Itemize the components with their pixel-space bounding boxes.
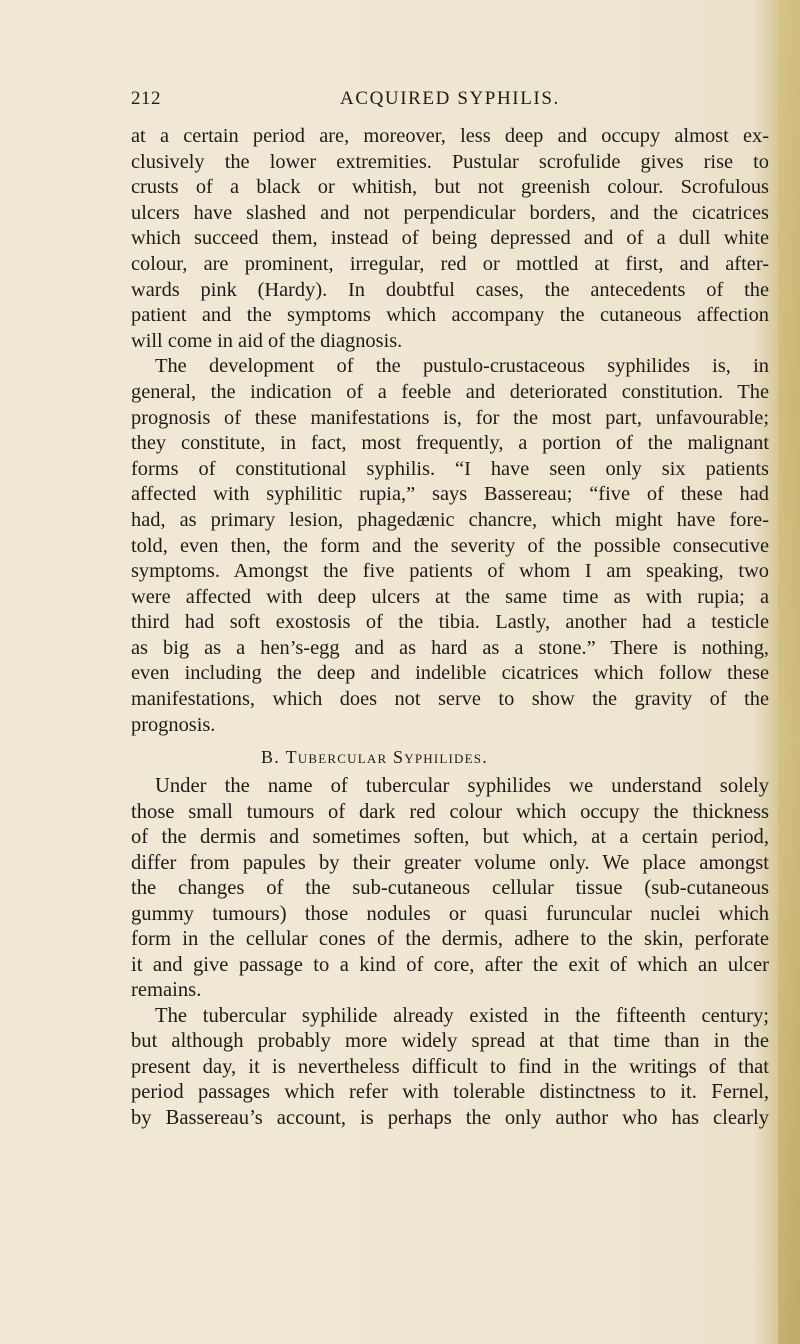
body-text — [131, 124, 769, 1131]
text-line: will come in aid of the diagnosis. — [131, 329, 403, 352]
text-line: affected with syphilitic rupia,” says Bassereau; “five of these had — [131, 483, 769, 506]
section-body — [131, 774, 769, 1131]
text-line: gummy tumours) those nodules or quasi furuncular nuclei which — [131, 902, 769, 925]
text-line: form in the cellular cones of the dermis, adhere to the skin, perforate — [131, 928, 769, 951]
text-line: Under the name of tubercular syphilides we understand solely — [155, 775, 769, 798]
text-line: wards pink (Hardy). In doubtful cases, the antecedents of the — [131, 278, 769, 301]
page-edge-stain — [778, 0, 800, 1344]
text-line: The development of the pustulo-crustaceous syphilides is, in — [155, 355, 769, 378]
text-line: of the dermis and sometimes soften, but which, at a certain period, — [131, 826, 769, 849]
section-prefix: B. — [261, 747, 280, 768]
text-line: were affected with deep ulcers at the same time as with rupia; a — [131, 585, 769, 608]
text-line: but although probably more widely spread at that time than in the — [131, 1030, 769, 1053]
section-title: Tubercular Syphilides. — [285, 747, 488, 768]
text-line: those small tumours of dark red colour which occupy the thickness — [131, 800, 769, 823]
text-line: remains. — [131, 979, 202, 1002]
text-line: by Bassereau’s account, is perhaps the only author who has clearly — [131, 1106, 769, 1129]
text-line: differ from papules by their greater volume only. We place amongst — [131, 851, 769, 874]
text-line: crusts of a black or whitish, but not greenish colour. Scrofulous — [131, 176, 769, 199]
text-line: at a certain period are, moreover, less deep and occupy almost ex- — [131, 125, 769, 147]
section-heading — [131, 742, 769, 772]
text-line: period passages which refer with tolerable distinctness to it. Fernel, — [131, 1081, 769, 1104]
text-line: forms of constitutional syphilis. “I have seen only six patients — [131, 457, 769, 480]
text-line: patient and the symptoms which accompany the cutaneous affection — [131, 304, 769, 327]
text-line: prognosis. — [131, 713, 216, 736]
text-line: manifestations, which does not serve to show the gravity of the — [131, 688, 769, 711]
page-number: 212 — [131, 88, 161, 109]
text-line: even including the deep and indelible cicatrices which follow these — [131, 662, 769, 685]
text-line: as big as a hen’s-egg and as hard as a stone.” There is nothing, — [131, 636, 769, 659]
text-line: colour, are prominent, irregular, red or mottled at first, and after- — [131, 252, 769, 275]
text-line: it and give passage to a kind of core, after the exit of which an ulcer — [131, 953, 769, 976]
text-line: The tubercular syphilide already existed in the fifteenth century; — [155, 1004, 769, 1027]
text-line: third had soft exostosis of the tibia. Lastly, another had a testicle — [131, 611, 769, 634]
text-line: which succeed them, instead of being depressed and of a dull white — [131, 227, 769, 250]
text-line: clusively the lower extremities. Pustular scrofulide gives rise to — [131, 150, 769, 173]
page-header — [0, 88, 800, 118]
text-line: told, even then, the form and the severity of the possible consecutive — [131, 534, 769, 557]
text-line: the changes of the sub-cutaneous cellular tissue (sub-cutaneous — [131, 877, 769, 900]
running-head: ACQUIRED SYPHILIS. — [340, 88, 560, 109]
text-line: general, the indication of a feeble and deteriorated constitution. The — [131, 380, 769, 403]
text-line: present day, it is nevertheless difficult to find in the writings of that — [131, 1055, 769, 1078]
text-line: had, as primary lesion, phagedænic chancre, which might have fore- — [131, 508, 769, 531]
text-line: they constitute, in fact, most frequently, a portion of the malignant — [131, 432, 769, 455]
text-line: symptoms. Amongst the five patients of whom I am speaking, two — [131, 560, 769, 583]
text-line: ulcers have slashed and not perpendicular borders, and the cicatrices — [131, 201, 769, 224]
text-line: prognosis of these manifestations is, for the most part, unfavourable; — [131, 406, 769, 429]
